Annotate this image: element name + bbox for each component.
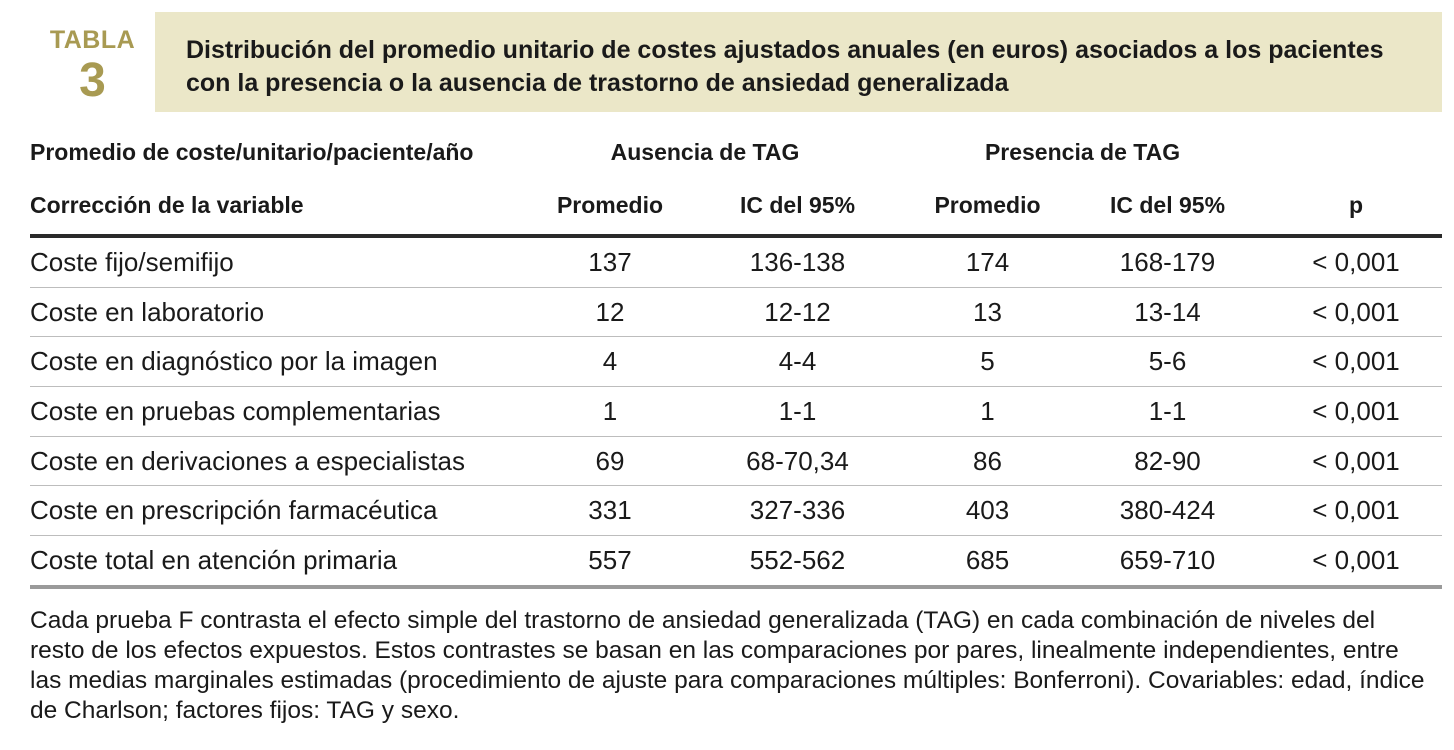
row-label: Coste en pruebas complementarias	[30, 387, 535, 437]
cell-mean-absence: 69	[535, 436, 685, 486]
cell-ci-absence: 12-12	[685, 287, 910, 337]
row-label: Coste en prescripción farmacéutica	[30, 486, 535, 536]
header-empty-cell	[1270, 128, 1442, 176]
table-row	[30, 536, 1442, 587]
row-label: Coste fijo/semifijo	[30, 236, 535, 287]
table-row	[30, 387, 1442, 437]
cell-ci-presence: 1-1	[1065, 387, 1270, 437]
cell-ci-presence: 168-179	[1065, 236, 1270, 287]
cell-ci-absence: 136-138	[685, 236, 910, 287]
table-row	[30, 486, 1442, 536]
cell-mean-presence: 86	[910, 436, 1065, 486]
cell-mean-presence: 1	[910, 387, 1065, 437]
cell-p-value: < 0,001	[1270, 536, 1442, 587]
row-label: Coste en derivaciones a especialistas	[30, 436, 535, 486]
cell-ci-presence: 82-90	[1065, 436, 1270, 486]
cell-p-value: < 0,001	[1270, 436, 1442, 486]
cost-table	[30, 128, 1442, 589]
cell-mean-absence: 331	[535, 486, 685, 536]
table-number: 3	[79, 54, 106, 107]
table-title	[155, 12, 1442, 112]
title-line-1: Distribución del promedio unitario de costes ajustados anuales (en euros) asociados a los pacientes	[186, 36, 1384, 64]
cell-mean-presence: 13	[910, 287, 1065, 337]
header-ci-presence: IC del 95%	[1065, 176, 1270, 236]
cell-p-value: < 0,001	[1270, 236, 1442, 287]
cell-mean-absence: 1	[535, 387, 685, 437]
table-row	[30, 236, 1442, 287]
header-mean-presence: Promedio	[910, 176, 1065, 236]
cell-ci-absence: 1-1	[685, 387, 910, 437]
table-footnote: Cada prueba F contrasta el efecto simple del trastorno de ansiedad generalizada (TAG) en cada combinación de niveles del resto de los efectos expuestos. Estos contrastes se basan en las comparaciones por pares, linealmente independientes, entre las medias marginales estimadas (procedimiento de ajuste para comparaciones múltiples: Bonferroni). Covariables: edad, índice de Charlson; factores fijos: TAG y sexo.	[30, 607, 1425, 724]
header-variable-label: Corrección de la variable	[30, 176, 535, 236]
header-ci-absence: IC del 95%	[685, 176, 910, 236]
header-cost-label: Promedio de coste/unitario/paciente/año	[30, 138, 474, 165]
row-label: Coste en laboratorio	[30, 287, 535, 337]
table-row	[30, 337, 1442, 387]
cell-mean-absence: 4	[535, 337, 685, 387]
header-group-presence: Presencia de TAG	[984, 138, 1181, 165]
header-row-groups	[30, 128, 1442, 176]
table-row	[30, 287, 1442, 337]
cell-p-value: < 0,001	[1270, 486, 1442, 536]
cell-ci-absence: 327-336	[685, 486, 910, 536]
row-label: Coste en diagnóstico por la imagen	[30, 337, 535, 387]
cell-ci-presence: 659-710	[1065, 536, 1270, 587]
cell-mean-presence: 403	[910, 486, 1065, 536]
cell-mean-presence: 685	[910, 536, 1065, 587]
table-row	[30, 436, 1442, 486]
table-label: TABLA	[49, 26, 136, 54]
row-label: Coste total en atención primaria	[30, 536, 535, 587]
header-row-columns	[30, 176, 1442, 236]
cell-mean-presence: 5	[910, 337, 1065, 387]
header-p-value: p	[1270, 176, 1442, 236]
cell-mean-presence: 174	[910, 236, 1065, 287]
cell-mean-absence: 12	[535, 287, 685, 337]
cell-ci-presence: 5-6	[1065, 337, 1270, 387]
cell-mean-absence: 557	[535, 536, 685, 587]
header-group-absence: Ausencia de TAG	[610, 138, 800, 165]
cell-p-value: < 0,001	[1270, 387, 1442, 437]
cell-ci-absence: 4-4	[685, 337, 910, 387]
cell-mean-absence: 137	[535, 236, 685, 287]
cell-ci-presence: 380-424	[1065, 486, 1270, 536]
cell-ci-presence: 13-14	[1065, 287, 1270, 337]
table-number-badge	[30, 12, 155, 112]
table-header	[30, 12, 1442, 112]
cell-p-value: < 0,001	[1270, 337, 1442, 387]
cell-p-value: < 0,001	[1270, 287, 1442, 337]
cell-ci-absence: 552-562	[685, 536, 910, 587]
title-line-2: con la presencia o la ausencia de trastorno de ansiedad generalizada	[186, 69, 1009, 97]
cell-ci-absence: 68-70,34	[685, 436, 910, 486]
header-mean-absence: Promedio	[535, 176, 685, 236]
